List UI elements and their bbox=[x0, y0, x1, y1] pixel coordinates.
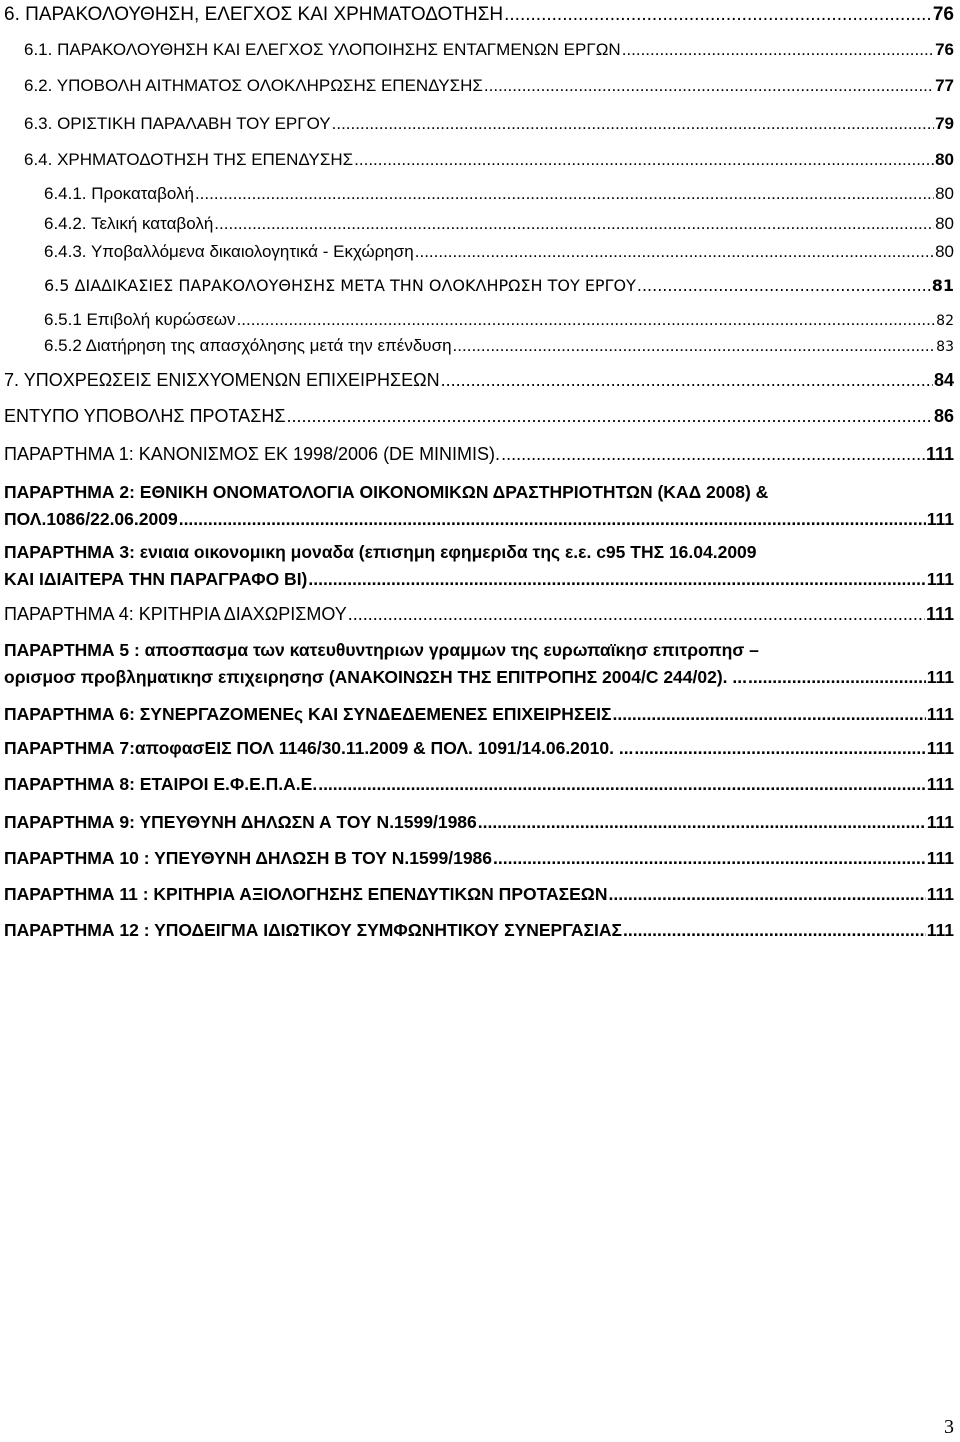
toc-entry-page: 111 bbox=[926, 667, 954, 687]
dot-leader bbox=[484, 76, 934, 96]
toc-entry-6-2[interactable] bbox=[24, 76, 954, 96]
toc-entry-title: ΕΝΤΥΠΟ ΥΠΟΒΟΛΗΣ ΠΡΟΤΑΣΗΣ bbox=[4, 406, 286, 426]
toc-entry-title: 7. ΥΠΟΧΡΕΩΣΕΙΣ ΕΝΙΣΧΥΟΜΕΝΩΝ ΕΠΙΧΕΙΡΗΣΕΩΝ bbox=[4, 370, 440, 390]
dot-leader bbox=[354, 150, 934, 170]
toc-entry-title: 6.5 ΔΙΑΔΙΚΑΣΙΕΣ ΠΑΡΑΚΟΛΟΥΘΗΣΗΣ ΜΕΤΑ ΤΗΝ ΟΛΟΚΛΗΡΩΣΗ ΤΟΥ ΕΡΓΟΥ bbox=[44, 276, 636, 295]
toc-entry-appendix-1[interactable] bbox=[4, 444, 954, 465]
dot-leader bbox=[637, 276, 931, 295]
dot-leader bbox=[504, 4, 932, 26]
dot-leader bbox=[622, 40, 934, 60]
toc-entry-page: 82 bbox=[936, 313, 954, 329]
toc-entry-appendix-4[interactable] bbox=[4, 604, 954, 625]
page-number: 3 bbox=[944, 1416, 954, 1438]
toc-entry-title: 6.1. ΠΑΡΑΚΟΛΟΥΘΗΣΗ ΚΑΙ ΕΛΕΓΧΟΣ ΥΛΟΠΟΙΗΣΗΣ ΕΝΤΑΓΜΕΝΩΝ ΕΡΓΩΝ bbox=[24, 40, 621, 59]
dot-leader bbox=[348, 604, 925, 625]
toc-entry-appendix-11[interactable] bbox=[4, 884, 954, 905]
toc-entry-title: ΠΑΡΑΡΤΗΜΑ 10 : ΥΠΕΥΘΥΝΗ ΔΗΛΩΣΗ Β ΤΟΥ Ν.1599/1986 bbox=[4, 848, 493, 868]
toc-entry-title: ΠΑΡΑΡΤΗΜΑ 11 : ΚΡΙΤΗΡΙΑ ΑΞΙΟΛΟΓΗΣΗΣ ΕΠΕΝΔΥΤΙΚΩΝ ΠΡΟΤΑΣΕΩΝ bbox=[4, 884, 608, 904]
toc-entry-title: 6.4.3. Υποβαλλόμενα δικαιολογητικά - Εκχώρηση bbox=[44, 242, 414, 261]
toc-entry-page: 84 bbox=[933, 370, 954, 390]
toc-entry-title-line1: ΠΑΡΑΡΤΗΜΑ 2: ΕΘΝΙΚΗ ΟΝΟΜΑΤΟΛΟΓΙΑ ΟΙΚΟΝΟΜΙΚΩΝ ΔΡΑΣΤΗΡΙΟΤΗΤΩΝ (ΚΑΔ 2008) & bbox=[4, 482, 769, 502]
toc-entry-page: 111 bbox=[926, 848, 954, 868]
toc-entry-title: ΠΑΡΑΡΤΗΜΑ 9: ΥΠΕΥΘΥΝΗ ΔΗΛΩΣΝ Α ΤΟΥ Ν.1599/1986 bbox=[4, 812, 477, 832]
toc-entry-title: 6.2. ΥΠΟΒΟΛΗ ΑΙΤΗΜΑΤΟΣ ΟΛΟΚΛΗΡΩΣΗΣ ΕΠΕΝΔΥΣΗΣ bbox=[24, 76, 483, 95]
dot-leader bbox=[195, 184, 934, 204]
toc-entry-title-line2: ορισμοσ προβληματικησ επιχειρησησ (ΑΝΑΚΟΙΝΩΣΗ ΤΗΣ ΕΠΙΤΡΟΠΗΣ 2004/C 244/02). ... bbox=[4, 667, 747, 687]
toc-entry-page: 76 bbox=[935, 40, 954, 59]
toc-entry-6-5-2[interactable] bbox=[44, 336, 954, 356]
toc-entry-page: 80 bbox=[935, 242, 954, 261]
toc-entry-6-4-3[interactable] bbox=[44, 242, 954, 262]
toc-entry-page: 76 bbox=[932, 4, 954, 25]
toc-entry-appendix-2[interactable] bbox=[4, 482, 954, 530]
toc-entry-appendix-6[interactable] bbox=[4, 704, 954, 725]
toc-entry-page: 80 bbox=[935, 184, 954, 203]
toc-entry-page: 111 bbox=[926, 704, 954, 724]
toc-entry-title: ΠΑΡΑΡΤΗΜΑ 6: ΣΥΝΕΡΓΑΖΟΜΕΝΕς ΚΑΙ ΣΥΝΔΕΔΕΜΕΝΕΣ ΕΠΙΧΕΙΡΗΣΕΙΣ bbox=[4, 704, 612, 724]
toc-entry-page: 111 bbox=[925, 604, 954, 624]
dot-leader bbox=[478, 812, 926, 833]
toc-entry-title: 6. ΠΑΡΑΚΟΛΟΥΘΗΣΗ, ΕΛΕΓΧΟΣ ΚΑΙ ΧΡΗΜΑΤΟΔΟΤΗΣΗ bbox=[4, 4, 504, 25]
toc-entry-6-3[interactable] bbox=[24, 114, 954, 134]
dot-leader bbox=[308, 569, 925, 590]
toc-entry-page: 111 bbox=[926, 509, 954, 529]
dot-leader bbox=[415, 242, 934, 262]
toc-entry-title-line1: ΠΑΡΑΡΤΗΜΑ 3: ενιαια οικονομικη μοναδα (επισημη εφημεριδα της ε.ε. c95 ΤΗΣ 16.04.2009 bbox=[4, 542, 757, 562]
toc-entry-page: 83 bbox=[936, 339, 954, 355]
toc-entry-title-line2: ΚΑΙ ΙΔΙΑΙΤΕΡΑ ΤΗΝ ΠΑΡΑΓΡΑΦΟ ΒΙ) bbox=[4, 569, 308, 589]
toc-entry-title: 6.3. ΟΡΙΣΤΙΚΗ ΠΑΡΑΛΑΒΗ ΤΟΥ ΕΡΓΟΥ bbox=[24, 114, 331, 133]
toc-entry-page: 79 bbox=[935, 114, 954, 133]
toc-entry-appendix-10[interactable] bbox=[4, 848, 954, 869]
toc-entry-6-4[interactable] bbox=[24, 150, 954, 170]
toc-entry-title: 6.5.1 Επιβολή κυρώσεων bbox=[44, 310, 236, 329]
toc-entry-6-5-1[interactable] bbox=[44, 310, 954, 330]
dot-leader bbox=[493, 848, 926, 869]
toc-entry-title: ΠΑΡΑΡΤΗΜΑ 4: ΚΡΙΤΗΡΙΑ ΔΙΑΧΩΡΙΣΜΟΥ bbox=[4, 604, 347, 624]
dot-leader bbox=[612, 704, 925, 725]
toc-entry-appendix-5[interactable] bbox=[4, 640, 954, 688]
toc-entry-title: 6.4.1. Προκαταβολή bbox=[44, 184, 194, 203]
toc-entry-page: 111 bbox=[926, 738, 954, 758]
dot-leader bbox=[501, 444, 925, 465]
toc-entry-page: 111 bbox=[926, 884, 954, 904]
toc-entry-7[interactable] bbox=[4, 370, 954, 391]
toc-entry-title: ΠΑΡΑΡΤΗΜΑ 1: ΚΑΝΟΝΙΣΜΟΣ ΕΚ 1998/2006 (DE MINIMIS). bbox=[4, 444, 501, 464]
dot-leader bbox=[214, 214, 934, 234]
toc-entry-6-1[interactable] bbox=[24, 40, 954, 60]
dot-leader bbox=[332, 114, 934, 134]
toc-entry-title-line2: ΠΟΛ.1086/22.06.2009 bbox=[4, 509, 178, 529]
toc-entry-page: 81 bbox=[931, 276, 954, 295]
dot-leader bbox=[634, 738, 925, 759]
dot-leader bbox=[453, 336, 936, 356]
toc-entry-page: 111 bbox=[926, 774, 954, 794]
toc-entry-title: ΠΑΡΑΡΤΗΜΑ 7:αποφασΕΙΣ ΠΟΛ 1146/30.11.2009 & ΠΟΛ. 1091/14.06.2010. ... bbox=[4, 738, 634, 758]
dot-leader bbox=[179, 509, 926, 530]
toc-entry-6-4-1[interactable] bbox=[44, 184, 954, 204]
toc-entry-appendix-3[interactable] bbox=[4, 542, 954, 590]
toc-entry-title: 6.4.2. Τελική καταβολή bbox=[44, 214, 214, 233]
dot-leader bbox=[748, 667, 926, 688]
toc-entry-title: 6.5.2 Διατήρηση της απασχόλησης μετά την επένδυση bbox=[44, 336, 452, 355]
toc-entry-6-5[interactable] bbox=[44, 276, 954, 295]
toc-entry-title-line1: ΠΑΡΑΡΤΗΜΑ 5 : αποσπασμα των κατευθυντηριων γραμμων της ευρωπαϊκησ επιτροπησ – bbox=[4, 640, 759, 660]
toc-entry-appendix-8[interactable] bbox=[4, 774, 954, 795]
dot-leader bbox=[608, 884, 925, 905]
dot-leader bbox=[318, 774, 926, 795]
toc-entry-form[interactable] bbox=[4, 406, 954, 427]
toc-entry-page: 111 bbox=[925, 444, 954, 464]
toc-entry-page: 111 bbox=[926, 569, 954, 589]
toc-entry-6-4-2[interactable] bbox=[44, 214, 954, 234]
toc-entry-6[interactable] bbox=[4, 4, 954, 26]
toc-entry-page: 111 bbox=[926, 812, 954, 832]
toc-entry-title: ΠΑΡΑΡΤΗΜΑ 12 : ΥΠΟΔΕΙΓΜΑ ΙΔΙΩΤΙΚΟΥ ΣΥΜΦΩΝΗΤΙΚΟΥ ΣΥΝΕΡΓΑΣΙΑΣ bbox=[4, 920, 622, 940]
dot-leader bbox=[441, 370, 933, 391]
toc-entry-appendix-12[interactable] bbox=[4, 920, 954, 941]
toc-entry-title: 6.4. ΧΡΗΜΑΤΟΔΟΤΗΣΗ ΤΗΣ ΕΠΕΝΔΥΣΗΣ bbox=[24, 150, 354, 169]
toc-entry-page: 80 bbox=[935, 150, 954, 169]
toc-entry-page: 80 bbox=[935, 214, 954, 233]
toc-entry-title: ΠΑΡΑΡΤΗΜΑ 8: ΕΤΑΙΡΟΙ Ε.Φ.Ε.Π.Α.Ε. bbox=[4, 774, 318, 794]
dot-leader bbox=[237, 310, 936, 330]
dot-leader bbox=[623, 920, 926, 941]
toc-entry-appendix-7[interactable] bbox=[4, 738, 954, 759]
toc-entry-page: 77 bbox=[935, 76, 954, 95]
toc-entry-appendix-9[interactable] bbox=[4, 812, 954, 833]
toc-entry-page: 111 bbox=[926, 920, 954, 940]
toc-entry-page: 86 bbox=[933, 406, 954, 426]
dot-leader bbox=[286, 406, 933, 427]
